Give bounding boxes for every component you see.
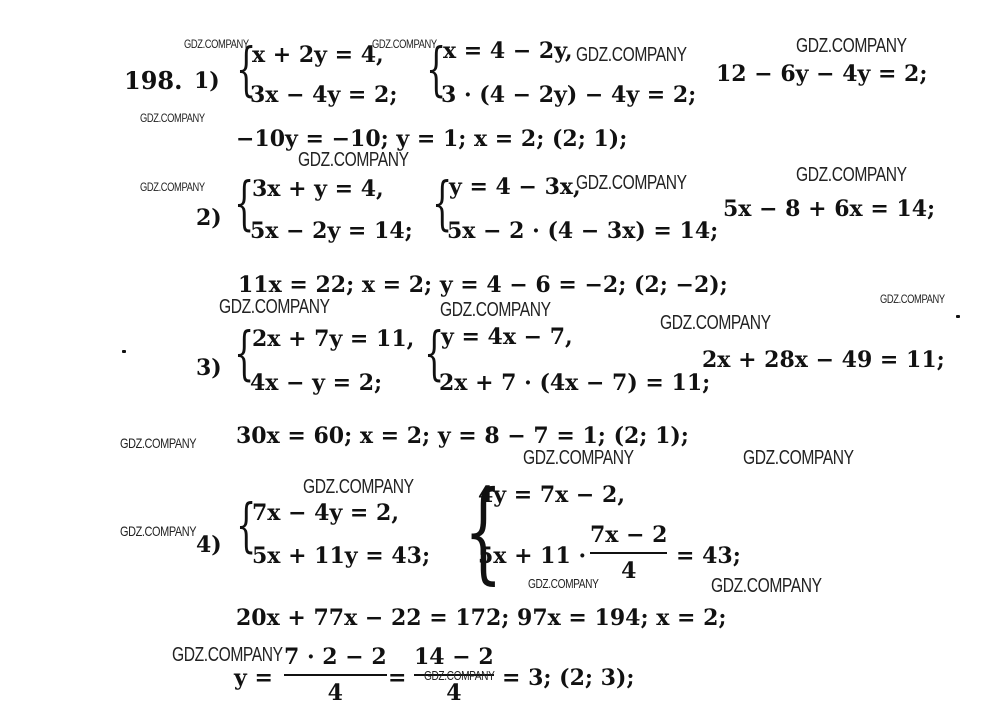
part-4-line3-equals: = (388, 665, 407, 691)
watermark: GDZ.COMPANY (660, 312, 771, 334)
part-2-system1-line2: 5x − 2y = 14; (250, 218, 413, 244)
part-2-system2-line2: 5x − 2 · (4 − 3x) = 14; (447, 218, 719, 244)
part-4-system2-line2-left: 5x + 11 · (478, 543, 587, 569)
part-3-right-equation: 2x + 28x − 49 = 11; (702, 347, 945, 373)
part-1-brace-right: { (426, 35, 447, 103)
watermark: GDZ.COMPANY (796, 164, 907, 186)
watermark: GDZ.COMPANY (303, 476, 414, 498)
watermark: GDZ.COMPANY (796, 35, 907, 57)
part-2-system1-line1: 3x + y = 4, (252, 176, 384, 202)
fraction-bar (590, 552, 667, 554)
part-2-brace-right: { (432, 169, 453, 237)
part-4-brace-left: { (236, 491, 257, 559)
fraction-numerator: 7 · 2 − 2 (284, 644, 387, 670)
part-3-brace-right: { (424, 319, 445, 387)
part-4-system2-line1: 4y = 7x − 2, (478, 482, 625, 508)
part-4-line2: 20x + 77x − 22 = 172; 97x = 194; x = 2; (236, 605, 727, 631)
watermark: GDZ.COMPANY (528, 576, 599, 591)
part-4-system2-line2-right: = 43; (676, 543, 741, 569)
part-3-brace-left: { (234, 319, 255, 387)
fraction-bar (284, 674, 387, 676)
watermark: GDZ.COMPANY (140, 111, 205, 125)
part-4-line3-y: y = (234, 665, 273, 691)
watermark: GDZ.COMPANY (424, 668, 495, 683)
part-1-system1-line1: x + 2y = 4, (252, 42, 384, 68)
problem-number: 198. (124, 66, 183, 95)
part-3-system1-line2: 4x − y = 2; (250, 370, 383, 396)
watermark: GDZ.COMPANY (140, 180, 205, 194)
part-1-label: 1) (194, 68, 220, 94)
part-1-system1-line2: 3x − 4y = 2; (250, 82, 398, 108)
part-3-system1-line1: 2x + 7y = 11, (252, 326, 415, 352)
part-4-label: 4) (196, 532, 222, 558)
watermark: GDZ.COMPANY (576, 44, 687, 66)
fraction-denominator: 4 (327, 680, 343, 706)
watermark: GDZ.COMPANY (298, 149, 409, 171)
watermark: GDZ.COMPANY (120, 435, 197, 451)
fraction-numerator: 7x − 2 (590, 522, 668, 548)
watermark: GDZ.COMPANY (880, 292, 945, 306)
fraction-denominator: 4 (446, 680, 462, 706)
scan-speck (956, 315, 960, 318)
part-2-brace-left: { (234, 169, 255, 237)
watermark: GDZ.COMPANY (711, 575, 822, 597)
part-2-system2-line1: y = 4 − 3x, (449, 174, 581, 200)
part-2-right-equation: 5x − 8 + 6x = 14; (723, 196, 936, 222)
watermark: GDZ.COMPANY (743, 447, 854, 469)
watermark: GDZ.COMPANY (184, 37, 249, 51)
part-1-brace-left: { (236, 35, 257, 103)
part-3-system2-line1: y = 4x − 7, (441, 324, 573, 350)
part-1-system2-line1: x = 4 − 2y, (443, 38, 573, 64)
part-1-solution: −10y = −10; y = 1; x = 2; (2; 1); (236, 126, 628, 152)
part-4-system2-fraction (590, 522, 667, 584)
watermark: GDZ.COMPANY (372, 37, 437, 51)
fraction-denominator: 4 (621, 558, 637, 584)
part-4-brace-right: { (464, 467, 503, 595)
part-4-system1-line2: 5x + 11y = 43; (252, 543, 431, 569)
part-1-right-equation: 12 − 6y − 4y = 2; (716, 61, 928, 87)
watermark: GDZ.COMPANY (523, 447, 634, 469)
watermark: GDZ.COMPANY (576, 172, 687, 194)
part-1-system2-line2: 3 · (4 − 2y) − 4y = 2; (441, 82, 697, 108)
watermark: GDZ.COMPANY (120, 523, 197, 539)
part-4-line3-result: = 3; (2; 3); (502, 665, 635, 691)
part-4-system1-line1: 7x − 4y = 2, (252, 500, 399, 526)
fraction-numerator: 14 − 2 (414, 644, 494, 670)
watermark: GDZ.COMPANY (219, 296, 330, 318)
part-3-system2-line2: 2x + 7 · (4x − 7) = 11; (439, 370, 711, 396)
part-3-solution: 30x = 60; x = 2; y = 8 − 7 = 1; (2; 1); (236, 423, 689, 449)
part-2-solution: 11x = 22; x = 2; y = 4 − 6 = −2; (2; −2); (238, 272, 728, 298)
part-4-line3-fraction-1 (284, 644, 387, 706)
watermark: GDZ.COMPANY (172, 644, 283, 666)
part-2-label: 2) (196, 205, 222, 231)
part-3-label: 3) (196, 355, 222, 381)
scan-speck (122, 350, 126, 353)
watermark: GDZ.COMPANY (440, 299, 551, 321)
